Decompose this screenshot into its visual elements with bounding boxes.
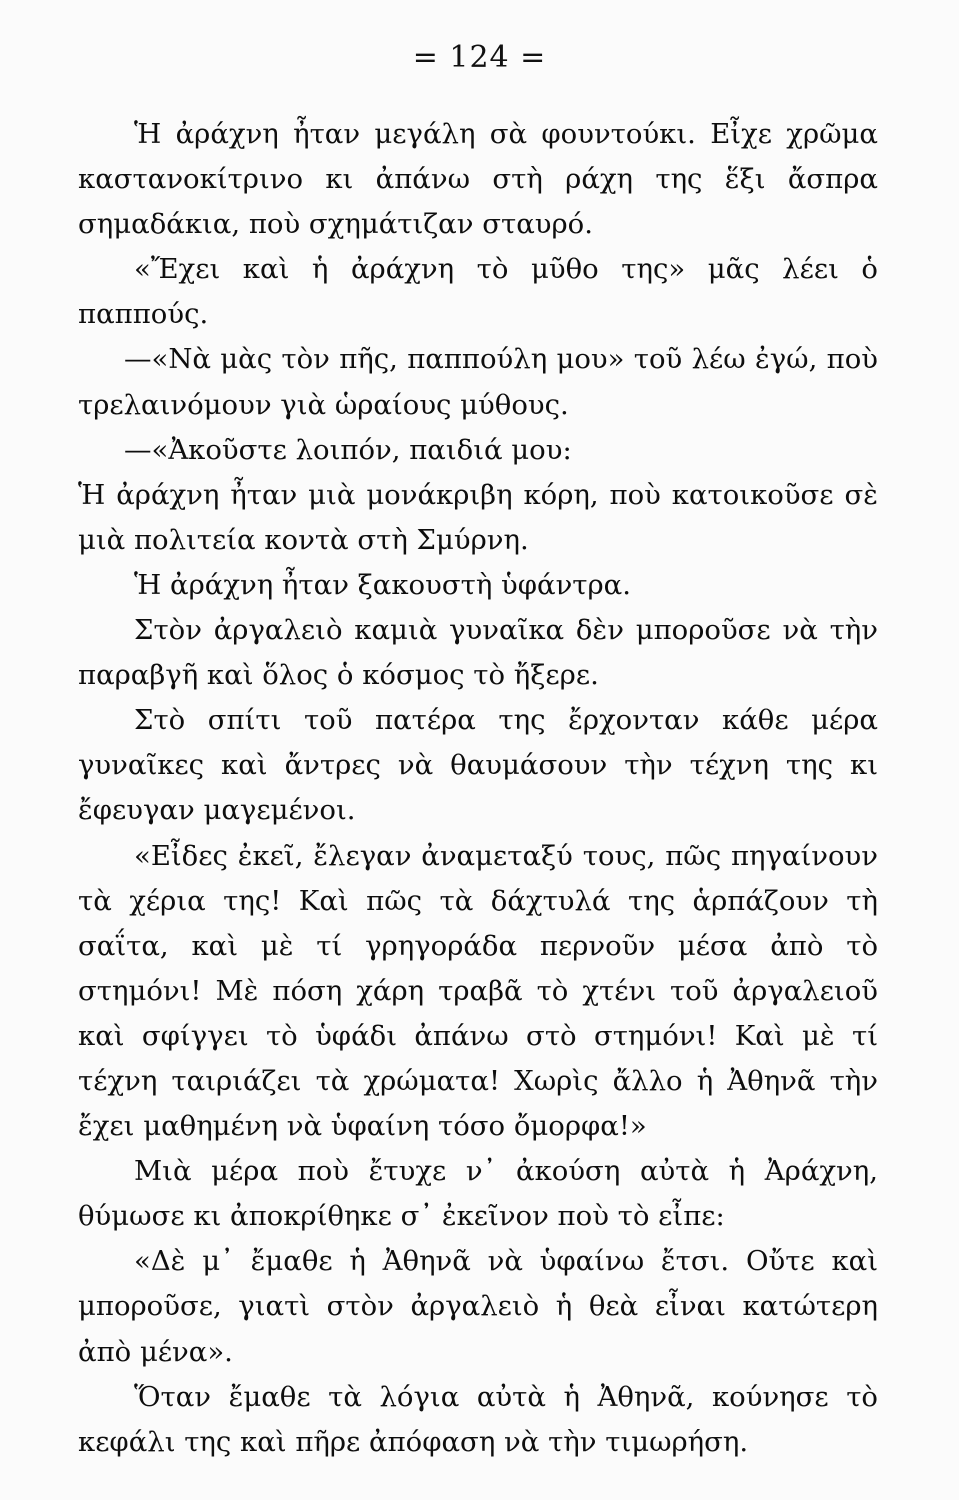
paragraph-arachne-boast: «Δὲ μ᾿ ἔμαθε ἡ Ἀθηνᾶ νὰ ὑφαίνω ἔτσι. Οὔτε καὶ μποροῦσε, γιατὶ στὸν ἀργαλειὸ ἡ θεὰ εἶναι κατώτερη ἀπὸ μένα».	[78, 1245, 878, 1368]
page-number: = 124 =	[412, 40, 547, 75]
paragraph-tell-us: —«Νὰ μὰς τὸν πῆς, παππούλη μου» τοῦ λέω ἐγώ, ποὺ τρελαινόμουν γιὰ ὡραίους μύθους.	[78, 343, 878, 421]
paragraph-visitors: Στὸ σπίτι τοῦ πατέρα της ἔρχονταν κάθε μέρα γυναῖκες καὶ ἄντρες νὰ θαυμάσουν τὴν τέχνη της κι ἔφευγαν μαγεμένοι.	[78, 704, 878, 827]
paragraph-athena-decision: Ὅταν ἔμαθε τὰ λόγια αὐτὰ ἡ Ἀθηνᾶ, κούνησε τὸ κεφάλι της καὶ πῆρε ἀπόφαση νὰ τὴν τιμωρήση.	[78, 1380, 878, 1458]
paragraph-only-daughter: Ἡ ἀράχνη ἦταν μιὰ μονάκριβη κόρη, ποὺ κατοικοῦσε σὲ μιὰ πολιτεία κοντὰ στὴ Σμύρνη.	[78, 478, 878, 556]
paragraph-loom: Στὸν ἀργαλειὸ καμιὰ γυναῖκα δὲν μποροῦσε νὰ τὴν παραβγῆ καὶ ὅλος ὁ κόσμος τὸ ἤξερε.	[78, 614, 878, 692]
paragraph-praise: «Εἶδες ἐκεῖ, ἔλεγαν ἀναμεταξύ τους, πῶς πηγαίνουν τὰ χέρια της! Καὶ πῶς τὰ δάχτυλά της ἁρπάζουν τὴ σαΐτα, καὶ μὲ τί γρηγοράδα περνοῦν μέσα ἀπὸ τὸ στημόνι! Μὲ πόση χάρη τραβᾶ τὸ χτένι τοῦ ἀργαλειοῦ καὶ σφίγγει τὸ ὑφάδι ἀπάνω στὸ στημόνι! Καὶ μὲ τί τέχνη ταιριάζει τὰ χρώματα! Χωρὶς ἄλλο ἡ Ἀθηνᾶ τὴν ἔχει μαθημένη νὰ ὑφαίνη τόσο ὄμορφα!»	[78, 839, 878, 1143]
paragraph-famous-weaver: Ἡ ἀράχνη ἦταν ξακουστὴ ὑφάντρα.	[134, 568, 631, 601]
page-body	[78, 112, 878, 1465]
paragraph-arachne-angry: Μιὰ μέρα ποὺ ἔτυχε ν᾿ ἀκούση αὐτὰ ἡ Ἀράχνη, θύμωσε κι ἀποκρίθηκε σ᾿ ἐκεῖνον ποὺ τὸ εἶπε:	[78, 1155, 878, 1233]
paragraph-grandfather-says: «Ἔχει καὶ ἡ ἀράχνη τὸ μῦθο της» μᾶς λέει ὁ παππούς.	[78, 253, 878, 331]
paragraph-spider-description: Ἡ ἀράχνη ἦταν μεγάλη σὰ φουντούκι. Εἶχε χρῶμα καστανοκίτρινο κι ἀπάνω στὴ ράχη της ἕξι ἄσπρα σημαδάκια, ποὺ σχημάτιζαν σταυρό.	[78, 118, 878, 241]
paragraph-listen-children: —«Ἀκοῦστε λοιπόν, παιδιά μου:	[124, 433, 572, 466]
